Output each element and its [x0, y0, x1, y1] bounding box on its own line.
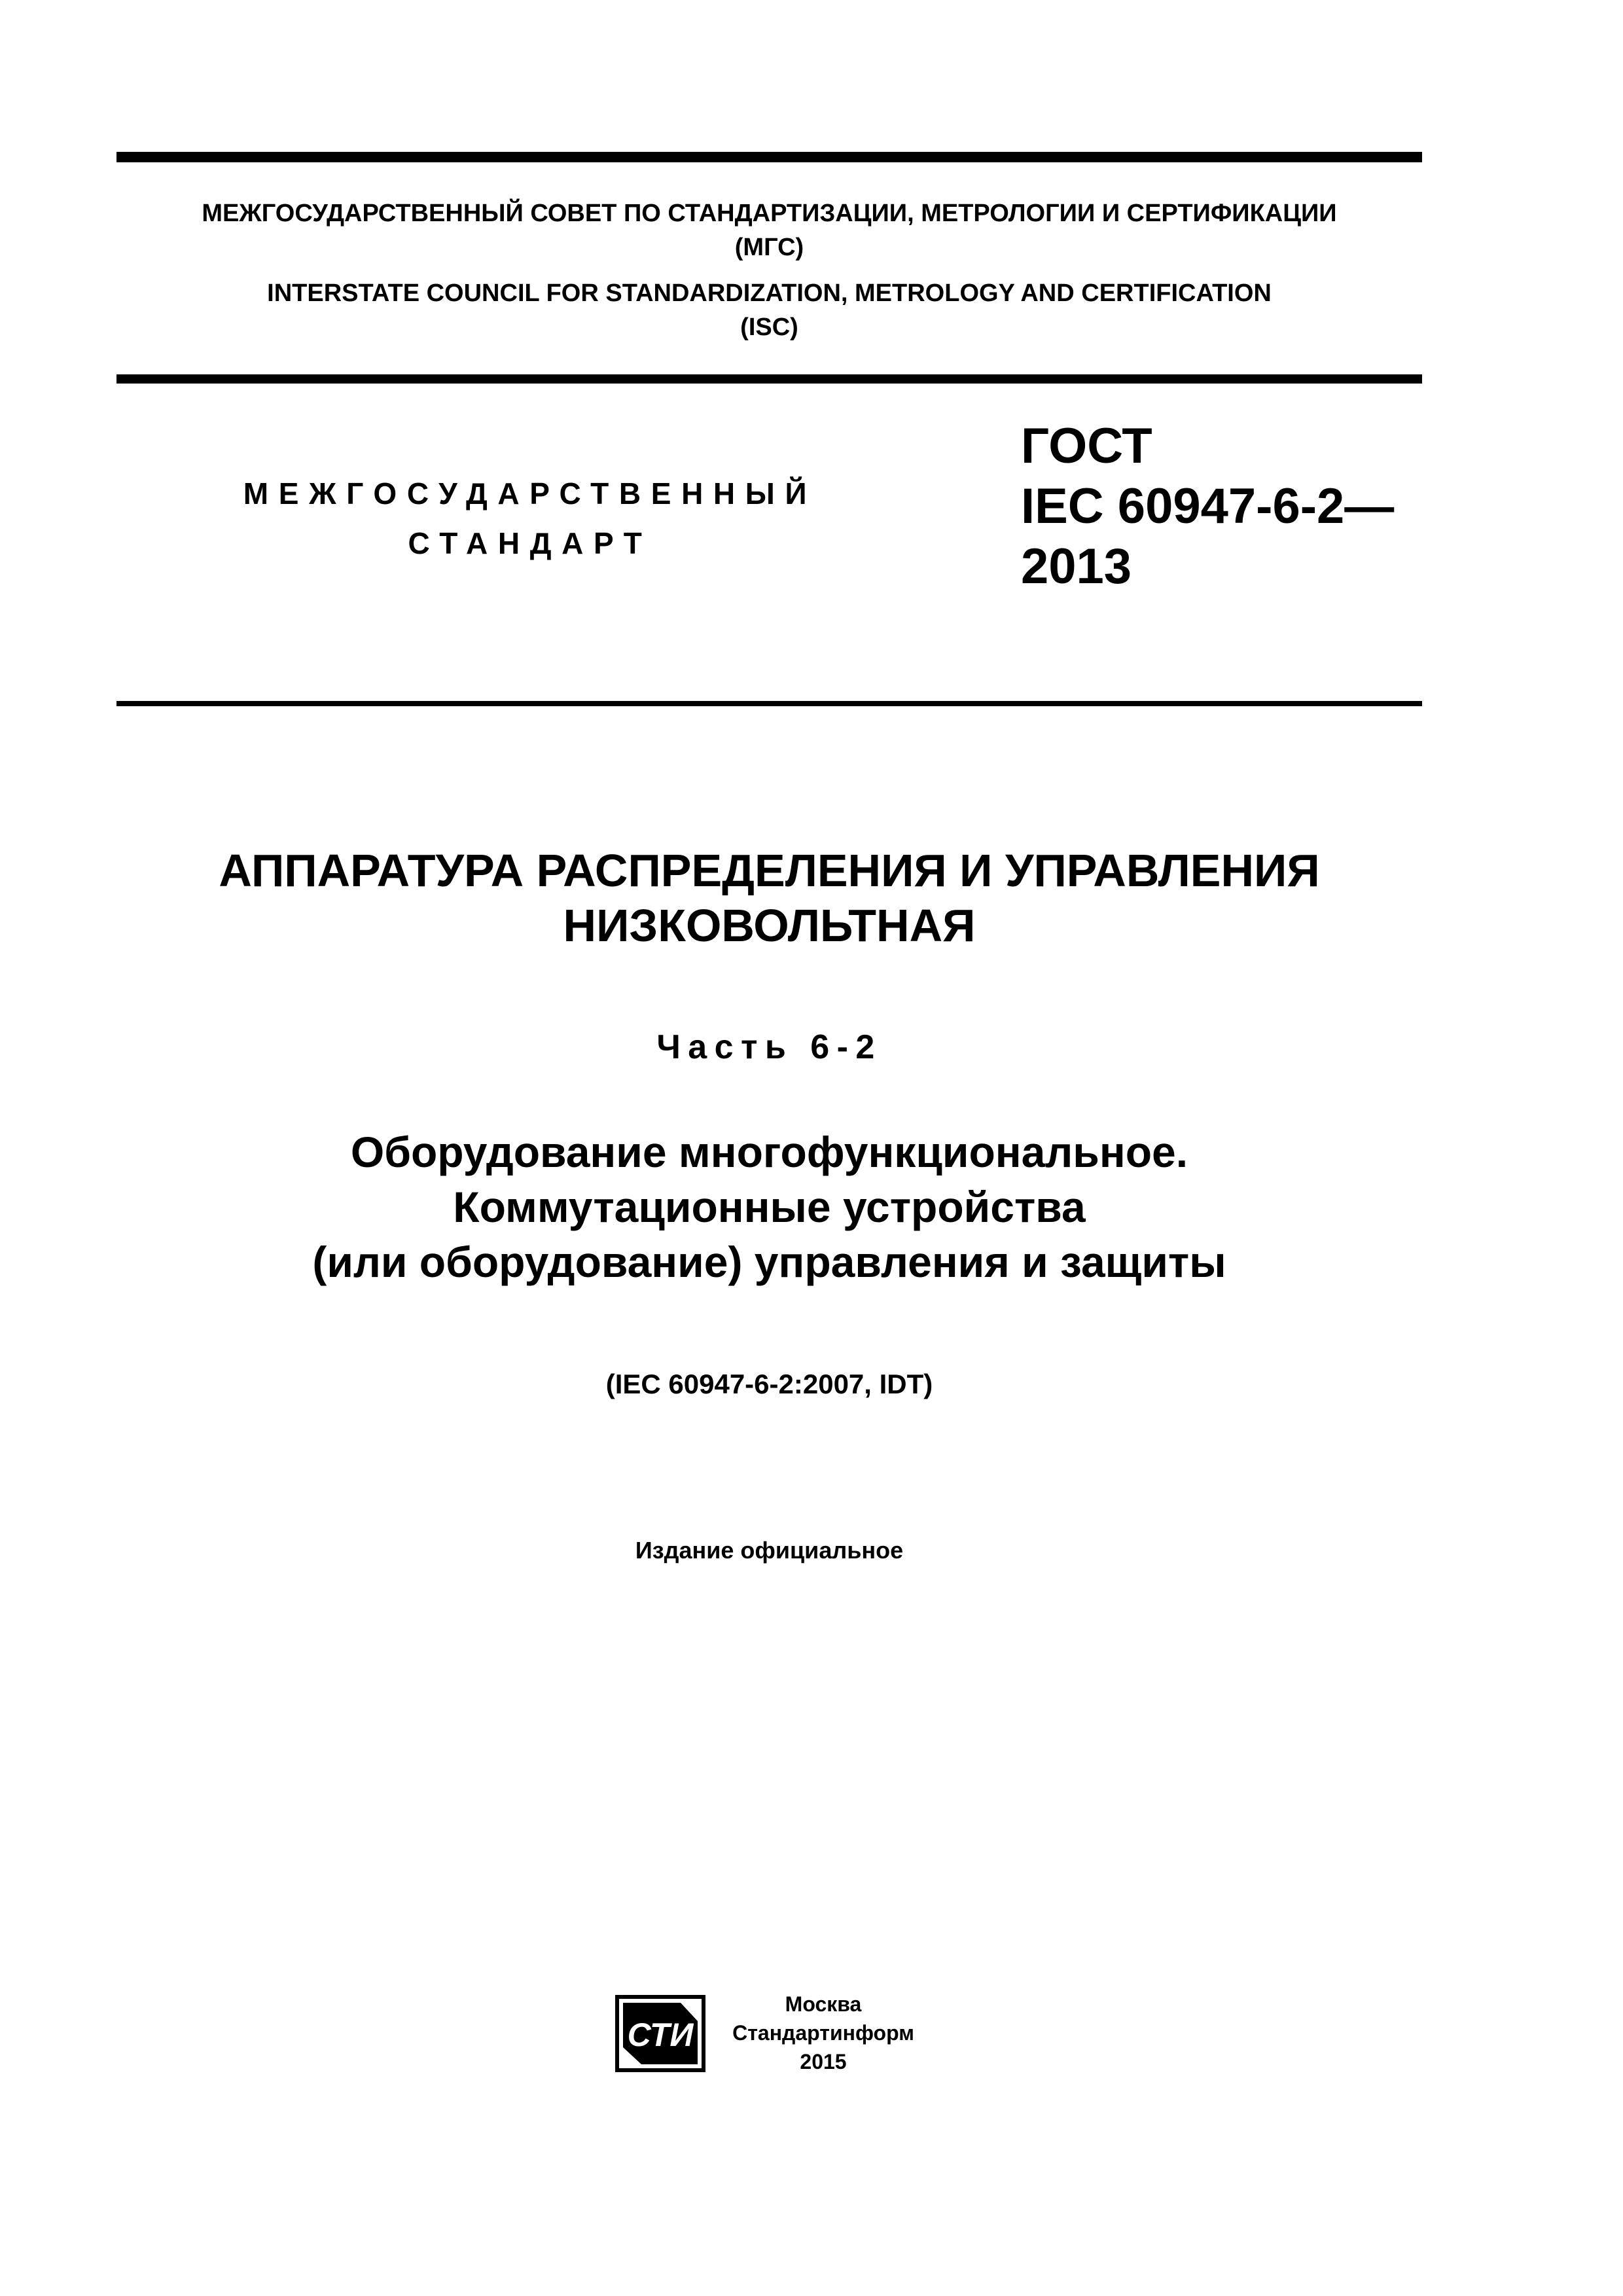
standard-label-line2: СТАНДАРТ [408, 526, 652, 560]
publisher-city: Москва [785, 1992, 862, 2016]
edition-note: Издание официальное [635, 1537, 904, 1564]
header-bottom-rule [116, 701, 1422, 706]
standard-label [196, 469, 864, 568]
subtitle-line2: Коммутационные устройства [453, 1183, 1086, 1231]
publisher-block [725, 1990, 921, 2076]
designation-line1: ГОСТ [1021, 418, 1152, 474]
publisher-year: 2015 [800, 2050, 847, 2073]
subtitle-line1: Оборудование многофункциональное. [350, 1128, 1188, 1176]
title-line1: АППАРАТУРА РАСПРЕДЕЛЕНИЯ И УПРАВЛЕНИЯ [219, 845, 1320, 896]
council-en-name: INTERSTATE COUNCIL FOR STANDARDIZATION, METROLOGY AND CERTIFICATION [267, 279, 1272, 307]
subtitle-line3: (или оборудование) управления и защиты [312, 1238, 1226, 1286]
standartinform-logo-icon [615, 1995, 705, 2072]
iec-reference: (IEC 60947-6-2:2007, IDT) [605, 1369, 933, 1399]
top-rule [116, 152, 1422, 162]
council-ru [116, 196, 1422, 264]
part-number: Часть 6-2 [656, 1028, 882, 1066]
title-line2: НИЗКОВОЛЬТНАЯ [563, 900, 976, 951]
standard-designation [1021, 416, 1394, 597]
council-ru-name: МЕЖГОСУДАРСТВЕННЫЙ СОВЕТ ПО СТАНДАРТИЗАЦИИ, МЕТРОЛОГИИ И СЕРТИФИКАЦИИ [202, 200, 1337, 227]
council-ru-abbr: (МГС) [734, 234, 804, 261]
logo-lettering: СТИ [627, 2017, 694, 2053]
document-title [116, 843, 1422, 953]
document-subtitle [116, 1124, 1422, 1289]
council-en [116, 276, 1422, 344]
designation-line3: 2013 [1021, 539, 1132, 594]
designation-line2: IEC 60947-6-2— [1021, 478, 1395, 534]
standard-label-line1: МЕЖГОСУДАРСТВЕННЫЙ [243, 476, 817, 511]
publisher-name: Стандартинформ [732, 2021, 914, 2045]
council-bottom-rule [116, 374, 1422, 384]
council-en-abbr: (ISC) [740, 314, 798, 341]
